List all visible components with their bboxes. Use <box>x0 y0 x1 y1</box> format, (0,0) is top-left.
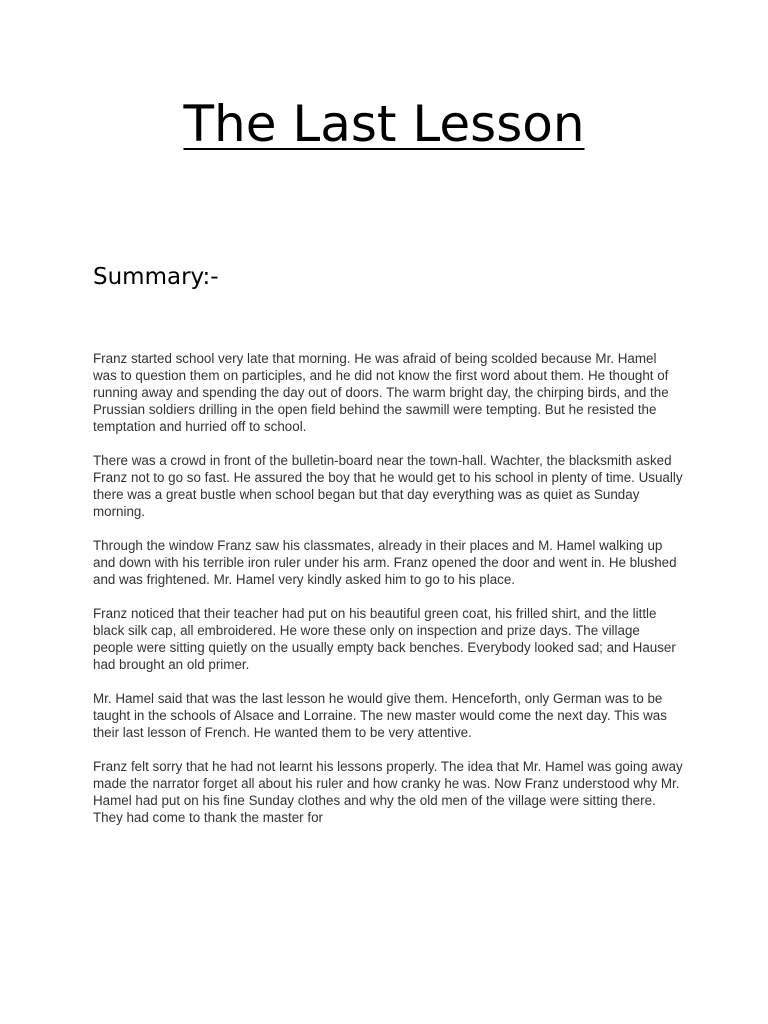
section-heading: Summary:- <box>93 264 219 290</box>
paragraph: Franz started school very late that morning. He was afraid of being scolded because Mr. Hamel was to question them on participles, and he did not know the first word about them. He thought of running away and spending the day out of doors. The warm bright day, the chirping birds, and the Prussian soldiers drilling in the open field behind the sawmill were tempting. But he resisted the temptation and hurried off to school. <box>93 351 669 434</box>
summary-body <box>93 350 683 843</box>
paragraph: Mr. Hamel said that was the last lesson he would give them. Henceforth, only German was to be taught in the schools of Alsace and Lorraine. The new master would come the next day. This was their last lesson of French. He wanted them to be very attentive. <box>93 691 667 740</box>
document-title-text: The Last Lesson <box>183 95 585 153</box>
paragraph: Franz noticed that their teacher had put on his beautiful green coat, his frilled shirt, and the little black silk cap, all embroidered. He wore these only on inspection and prize days. The village people were sitting quietly on the usually empty back benches. Everybody looked sad; and Hauser had brought an old primer. <box>93 606 676 672</box>
paragraph: Through the window Franz saw his classmates, already in their places and M. Hamel walking up and down with his terrible iron ruler under his arm. Franz opened the door and went in. He blushed and was frightened. Mr. Hamel very kindly asked him to go to his place. <box>93 538 677 587</box>
paragraph: There was a crowd in front of the bulletin-board near the town-hall. Wachter, the blacksmith asked Franz not to go so fast. He assured the boy that he would get to his school in plenty of time. Usually there was a great bustle when school began but that day everything was as quiet as Sunday morning. <box>93 453 683 519</box>
paragraph: Franz felt sorry that he had not learnt his lessons properly. The idea that Mr. Hamel was going away made the narrator forget all about his ruler and how cranky he was. Now Franz understood why Mr. Hamel had put on his fine Sunday clothes and why the old men of the village were sitting there. They had come to thank the master for <box>93 759 683 825</box>
document-title <box>0 92 768 156</box>
